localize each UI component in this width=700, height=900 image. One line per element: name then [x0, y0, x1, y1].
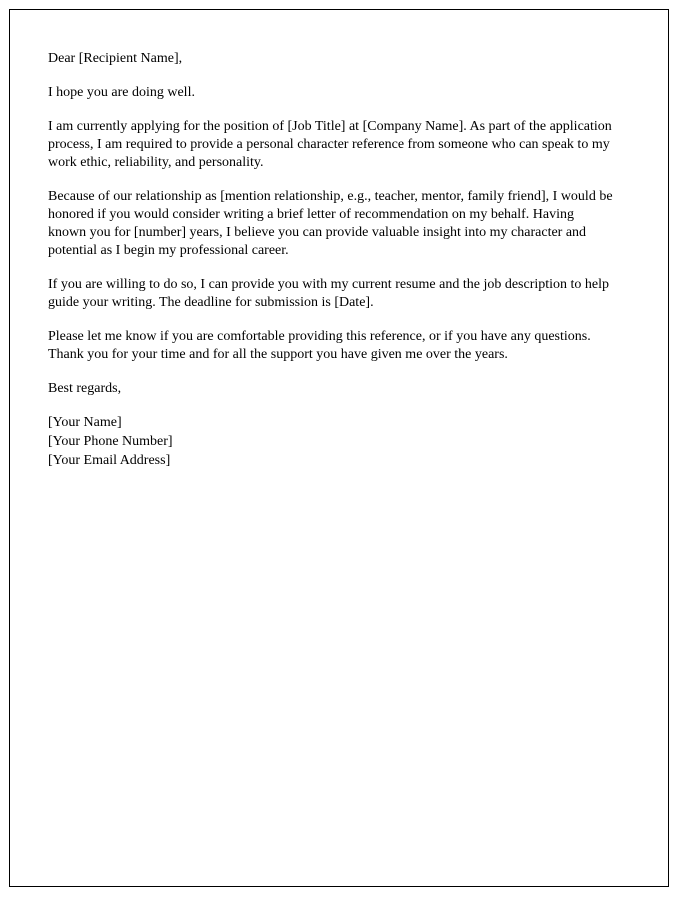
signature-block — [48, 414, 613, 470]
paragraph-relationship-request: Because of our relationship as [mention relationship, e.g., teacher, mentor, family friend], I would be honored if you would consider writing a brief letter of recommendation on my behalf. Having known you for [number] years, I believe you can provide valuable insight into my character and potential as I begin my professional career. — [48, 189, 613, 258]
signature-email: [Your Email Address] — [48, 453, 171, 468]
letter-page — [9, 9, 669, 887]
salutation: Dear [Recipient Name], — [48, 51, 183, 66]
letter-body — [10, 10, 668, 470]
signature-name: [Your Name] — [48, 415, 122, 430]
paragraph-application-context: I am currently applying for the position of [Job Title] at [Company Name]. As part of the application process, I am required to provide a personal character reference from someone who can speak to my work ethic, reliability, and personality. — [48, 119, 612, 170]
closing: Best regards, — [48, 381, 122, 396]
signature-phone: [Your Phone Number] — [48, 434, 173, 449]
paragraph-thanks: Please let me know if you are comfortable providing this reference, or if you have any questions. Thank you for your time and for all the support you have given me over the years. — [48, 329, 591, 362]
paragraph-resume-offer: If you are willing to do so, I can provide you with my current resume and the job description to help guide your writing. The deadline for submission is [Date]. — [48, 277, 610, 310]
paragraph-greeting: I hope you are doing well. — [48, 85, 195, 100]
